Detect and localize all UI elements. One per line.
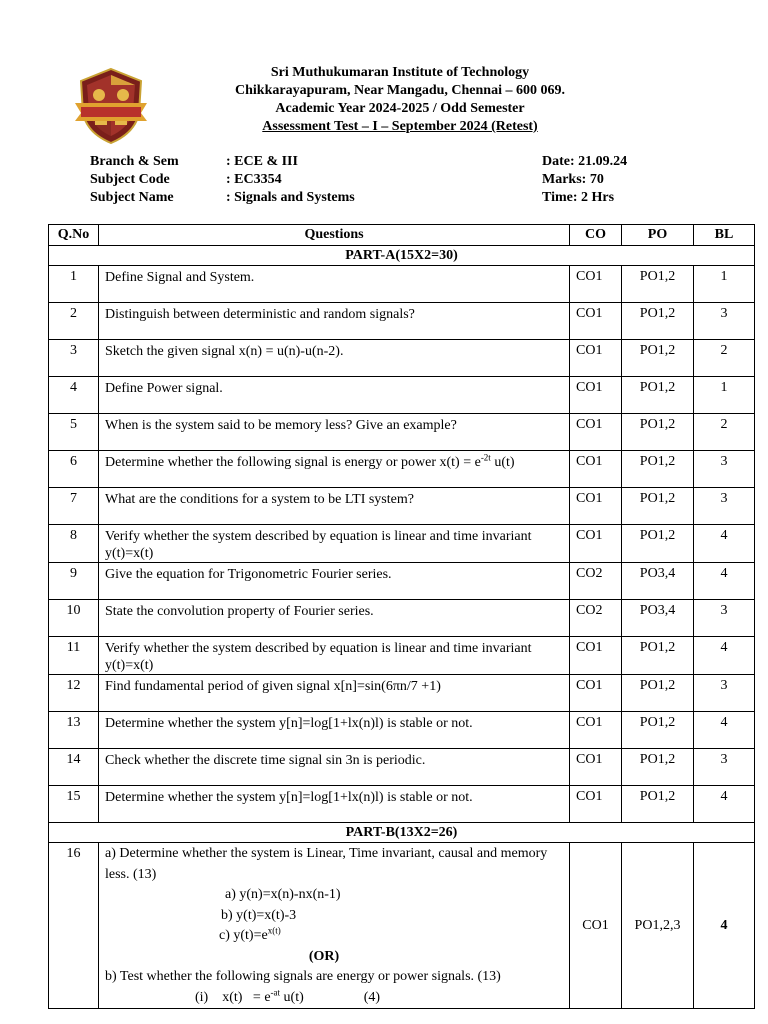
question-text: Distinguish between deterministic and random signals? (99, 303, 570, 340)
program-outcome: PO1,2 (622, 488, 694, 525)
question-text: Define Signal and System. (99, 266, 570, 303)
meta-exam-info (542, 153, 627, 207)
blooms-level: 4 (694, 786, 755, 823)
question-text: When is the system said to be memory less? Give an example? (99, 414, 570, 451)
question-number: 13 (49, 712, 99, 749)
table-row (49, 414, 755, 451)
table-row (49, 637, 755, 675)
question-text: Verify whether the system described by equation is linear and time invariant y(t)=x(t) (99, 525, 570, 563)
question-text: Give the equation for Trigonometric Fourier series. (99, 563, 570, 600)
q16-b-i-text: (i) x(t) = e (195, 989, 271, 1005)
q16-c-superscript: x(t) (267, 925, 281, 936)
course-outcome: CO1 (570, 340, 622, 377)
question-number: 5 (49, 414, 99, 451)
table-row (49, 303, 755, 340)
header-qno: Q.No (49, 225, 99, 246)
program-outcome: PO1,2 (622, 451, 694, 488)
blooms-level: 4 (694, 843, 755, 1009)
q16-b-i-post: u(t) (280, 989, 304, 1005)
table-row (49, 340, 755, 377)
course-outcome: CO1 (570, 675, 622, 712)
blooms-level: 3 (694, 488, 755, 525)
part-a-label: PART-A(15X2=30) (49, 246, 755, 266)
question-table (48, 224, 755, 1009)
academic-year: Academic Year 2024-2025 / Odd Semester (275, 101, 525, 116)
subject-name-label: Subject Name (90, 190, 174, 205)
q16-b-i-item (105, 988, 563, 1009)
table-row (49, 266, 755, 303)
exam-marks: Marks: 70 (542, 172, 604, 187)
blooms-level: 1 (694, 377, 755, 414)
question-number: 1 (49, 266, 99, 303)
q16-a-item: a) y(n)=x(n)-nx(n-1) (225, 887, 341, 902)
program-outcome: PO1,2 (622, 525, 694, 563)
or-label: (OR) (308, 948, 340, 964)
course-outcome: CO1 (570, 303, 622, 340)
program-outcome: PO1,2 (622, 712, 694, 749)
table-row (49, 563, 755, 600)
question-number: 12 (49, 675, 99, 712)
branch-value: : ECE & III (226, 154, 298, 169)
table-row (49, 525, 755, 563)
question-superscript: -2t (480, 452, 491, 463)
header-questions: Questions (99, 225, 570, 246)
question-text: Verify whether the system described by equation is linear and time invariant y(t)=x(t) (99, 637, 570, 675)
q16-part-a: a) Determine whether the system is Linear, Time invariant, causal and memory less. (13) (105, 846, 548, 882)
header-co: CO (570, 225, 622, 246)
program-outcome: PO3,4 (622, 600, 694, 637)
blooms-level: 2 (694, 340, 755, 377)
institute-name: Sri Muthukumaran Institute of Technology (270, 65, 530, 80)
table-row (49, 488, 755, 525)
question-text: State the convolution property of Fourier series. (99, 600, 570, 637)
question-number: 6 (49, 451, 99, 488)
part-a-heading (49, 246, 755, 266)
question-number: 2 (49, 303, 99, 340)
question-text: What are the conditions for a system to be LTI system? (99, 488, 570, 525)
course-outcome: CO1 (570, 377, 622, 414)
program-outcome: PO1,2 (622, 340, 694, 377)
table-row (49, 786, 755, 823)
document-header (200, 64, 600, 136)
question-text: Check whether the discrete time signal sin 3n is periodic. (99, 749, 570, 786)
q16-b-i-superscript: -at (270, 986, 281, 997)
blooms-level: 1 (694, 266, 755, 303)
course-outcome: CO1 (570, 843, 622, 1009)
test-title: Assessment Test – I – September 2024 (Retest) (262, 119, 538, 134)
question-number: 8 (49, 525, 99, 563)
q16-b-i-marks: (4) (363, 989, 381, 1005)
question-text-part: Determine whether the following signal is energy or power x(t) = e (105, 455, 481, 470)
part-b-heading (49, 823, 755, 843)
blooms-level: 4 (694, 563, 755, 600)
program-outcome: PO1,2 (622, 266, 694, 303)
question-text: Define Power signal. (99, 377, 570, 414)
course-outcome: CO1 (570, 451, 622, 488)
table-row (49, 377, 755, 414)
question-text (99, 451, 570, 488)
course-outcome: CO1 (570, 488, 622, 525)
question-text-part: u(t) (490, 455, 515, 470)
question-number: 16 (49, 843, 99, 1009)
program-outcome: PO1,2 (622, 414, 694, 451)
course-outcome: CO1 (570, 637, 622, 675)
subject-code-label: Subject Code (90, 172, 170, 187)
blooms-level: 3 (694, 451, 755, 488)
question-number: 3 (49, 340, 99, 377)
q16-part-b: b) Test whether the following signals are energy or power signals. (13) (105, 969, 501, 984)
table-row (49, 843, 755, 1009)
course-outcome: CO1 (570, 712, 622, 749)
question-number: 4 (49, 377, 99, 414)
program-outcome: PO1,2 (622, 303, 694, 340)
table-row (49, 451, 755, 488)
subject-code-value: : EC3354 (226, 172, 282, 187)
course-outcome: CO2 (570, 600, 622, 637)
branch-label: Branch & Sem (90, 154, 179, 169)
question-text: Find fundamental period of given signal x[n]=sin(6πn/7 +1) (99, 675, 570, 712)
course-outcome: CO1 (570, 414, 622, 451)
course-outcome: CO1 (570, 266, 622, 303)
question-text: Sketch the given signal x(n) = u(n)-u(n-2). (99, 340, 570, 377)
table-row (49, 600, 755, 637)
subject-name-value: : Signals and Systems (226, 190, 355, 205)
course-outcome: CO2 (570, 563, 622, 600)
question-number: 7 (49, 488, 99, 525)
meta-labels (90, 153, 179, 207)
program-outcome: PO1,2,3 (622, 843, 694, 1009)
question-16-text (99, 843, 570, 1009)
question-number: 11 (49, 637, 99, 675)
table-row (49, 749, 755, 786)
program-outcome: PO1,2 (622, 675, 694, 712)
question-text: Determine whether the system y[n]=log[1+lx(n)l) is stable or not. (99, 786, 570, 823)
course-outcome: CO1 (570, 525, 622, 563)
program-outcome: PO3,4 (622, 563, 694, 600)
institute-logo (75, 67, 147, 145)
table-row (49, 675, 755, 712)
question-number: 9 (49, 563, 99, 600)
blooms-level: 4 (694, 712, 755, 749)
exam-time: Time: 2 Hrs (542, 190, 615, 205)
header-bl: BL (694, 225, 755, 246)
question-text: Determine whether the system y[n]=log[1+lx(n)l) is stable or not. (99, 712, 570, 749)
q16-b-item: b) y(t)=x(t)-3 (221, 907, 297, 923)
q16-c-text: c) y(t)=e (219, 928, 268, 943)
program-outcome: PO1,2 (622, 786, 694, 823)
question-number: 15 (49, 786, 99, 823)
question-number: 10 (49, 600, 99, 637)
blooms-level: 3 (694, 600, 755, 637)
part-b-label: PART-B(13X2=26) (49, 823, 755, 843)
blooms-level: 3 (694, 675, 755, 712)
course-outcome: CO1 (570, 786, 622, 823)
blooms-level: 4 (694, 525, 755, 563)
table-row (49, 712, 755, 749)
q16-c-item (105, 926, 563, 947)
question-number: 14 (49, 749, 99, 786)
blooms-level: 3 (694, 749, 755, 786)
program-outcome: PO1,2 (622, 749, 694, 786)
header-po: PO (622, 225, 694, 246)
blooms-level: 4 (694, 637, 755, 675)
table-header-row (49, 225, 755, 246)
institute-address: Chikkarayapuram, Near Mangadu, Chennai – 600 069. (235, 83, 565, 98)
blooms-level: 3 (694, 303, 755, 340)
meta-values (226, 153, 355, 207)
program-outcome: PO1,2 (622, 637, 694, 675)
blooms-level: 2 (694, 414, 755, 451)
program-outcome: PO1,2 (622, 377, 694, 414)
course-outcome: CO1 (570, 749, 622, 786)
exam-date: Date: 21.09.24 (542, 154, 628, 169)
